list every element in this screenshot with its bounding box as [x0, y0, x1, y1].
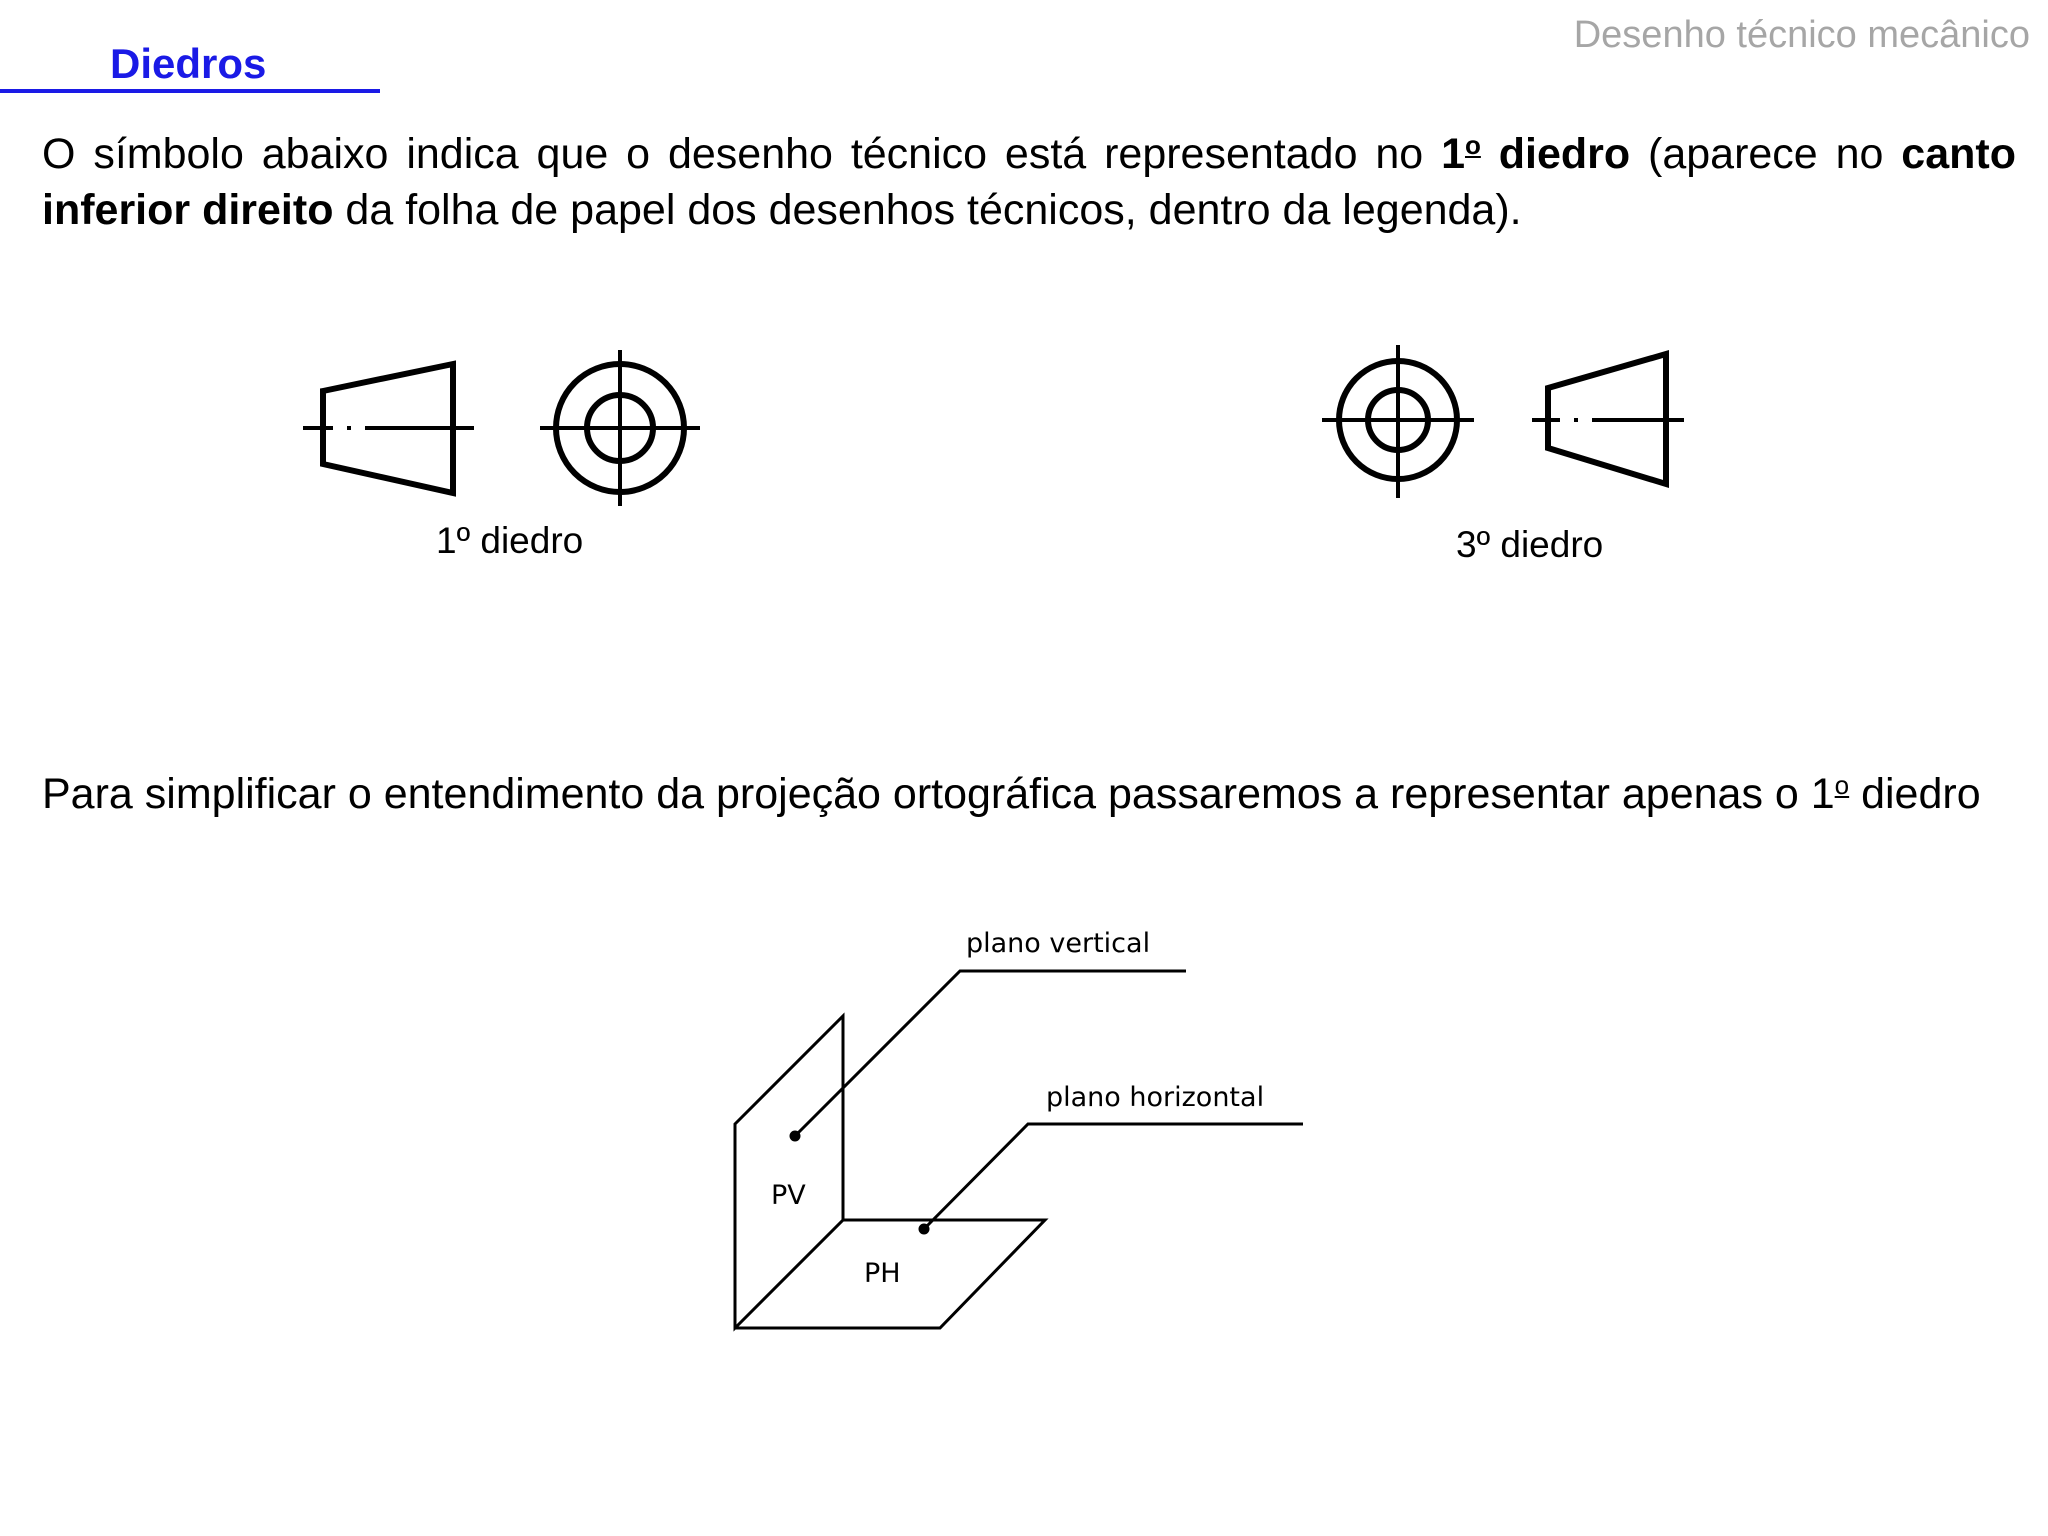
horizontal-plane-leader: [924, 1124, 1303, 1229]
first-dihedral-caption: 1º diedro: [436, 520, 584, 561]
third-dihedral-symbol: [1322, 345, 1684, 498]
course-title: Desenho técnico mecânico: [1573, 14, 2030, 56]
planes-diagram: [735, 971, 1303, 1328]
intro-text-3: da folha de papel dos desenhos técnicos, dentro da legenda).: [333, 186, 1522, 234]
ph-label: PH: [864, 1258, 901, 1289]
simplify-tail: diedro: [1849, 770, 1981, 818]
vertical-plane-dot: [791, 1132, 799, 1140]
pv-label: PV: [771, 1180, 806, 1211]
horizontal-plane-dot: [920, 1225, 928, 1233]
intro-superscript: o: [1464, 130, 1481, 160]
vertical-plane-label: plano vertical: [966, 928, 1151, 959]
intro-text-1: O símbolo abaixo indica que o desenho técnico está representado no: [42, 130, 1442, 178]
first-dihedral-symbol: [303, 350, 700, 506]
horizontal-plane-label: plano horizontal: [1046, 1082, 1265, 1113]
simplify-text: Para simplificar o entendimento da projeção ortográfica passaremos a representar apenas o 1: [42, 770, 1835, 818]
intro-bold-number: 1: [1441, 130, 1465, 178]
intro-text-2: (aparece no: [1630, 130, 1902, 178]
intro-bold-word: diedro: [1480, 130, 1631, 178]
section-title: Diedros: [110, 40, 267, 87]
vertical-plane: [735, 1016, 843, 1328]
third-dihedral-caption: 3º diedro: [1456, 524, 1604, 565]
simplify-paragraph: [42, 766, 2016, 822]
intro-bold-location: canto inferior direito: [42, 130, 2016, 234]
simplify-superscript: o: [1834, 770, 1850, 800]
